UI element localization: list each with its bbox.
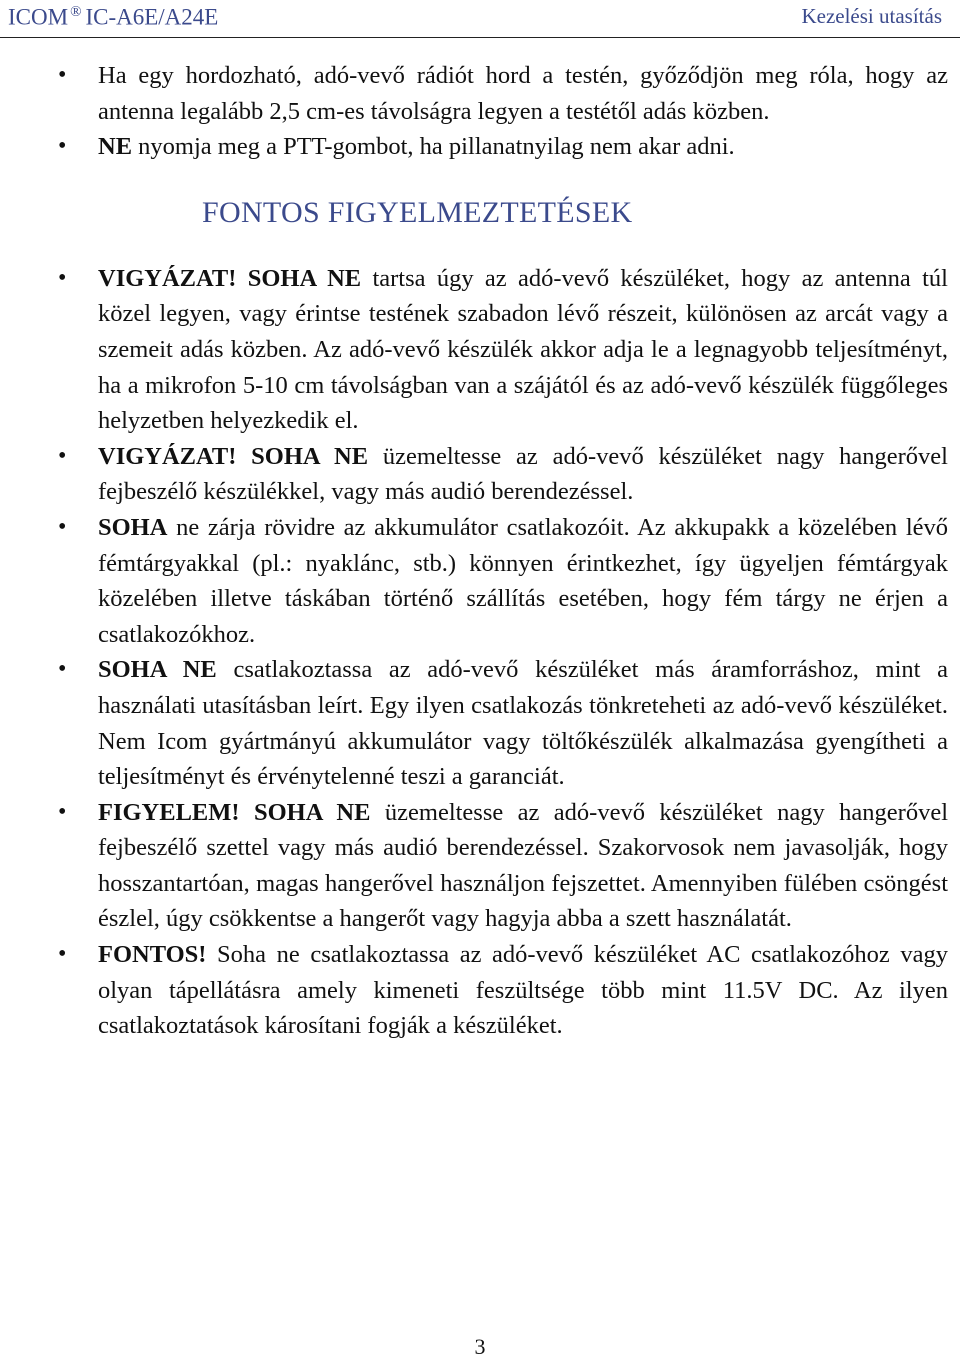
list-item: • VIGYÁZAT! SOHA NE tartsa úgy az adó-vevő készüléket, hogy az antenna túl közel legyen, vagy érintse testének szabadon lévő részeit, különösen az arcát vagy a szemeit adás közben. Az adó-vevő készülék akkor adja le a legnagyobb teljesítményt, ha a mikrofon 5-10 cm távolságban van a szájától és az adó-vevő készülék függőleges helyzetben helyezkedik el. [0,261,960,439]
list-item: • VIGYÁZAT! SOHA NE üzemeltesse az adó-vevő készüléket nagy hangerővel fejbeszélő készülékkel, vagy más audió berendezéssel. [0,439,960,510]
list-item: • SOHA NE csatlakoztassa az adó-vevő készüléket más áramforráshoz, mint a használati utasításban leírt. Egy ilyen csatlakozás tönkreteheti az adó-vevő készüléket. Nem Icom gyártmányú akkumulátor vagy töltőkészülék alkalmazása gyengítheti a teljesítményt és érvénytelenné teszi a garanciát. [0,652,960,794]
page-header [0,0,960,38]
list-item: • SOHA ne zárja rövidre az akkumulátor csatlakozóit. Az akkupakk a közelében lévő fémtárgyakkal (pl.: nyaklánc, stb.) könnyen érintkezhet, így ügyeljen fémtárgyak közelében illetve táskában történő szállítás esetében, hogy fém tárgy ne érjen a csatlakozókhoz. [0,510,960,652]
list-item: • FONTOS! Soha ne csatlakoztassa az adó-vevő készüléket AC csatlakozóhoz vagy olyan tápellátásra amely kimeneti feszültsége több mint 11.5V DC. Az ilyen csatlakoztatások károsítani fogják a készüléket. [0,937,960,1044]
header-model: ICOM ® IC-A6E/A24E [8,4,219,30]
list-item: • Ha egy hordozható, adó-vevő rádiót hord a testén, győződjön meg róla, hogy az antenna legalább 2,5 cm-es távolságra legyen a testétől adás közben. [0,58,960,129]
list-item: • FIGYELEM! SOHA NE üzemeltesse az adó-vevő készüléket nagy hangerővel fejbeszélő szettel vagy más audió berendezéssel. Szakorvosok nem javasolják, hogy hosszantartóan, magas hangerővel használjon fejszettet. Amennyiben fülében csöngést észlel, úgy csökkentse a hangerőt vagy hagyja abba a szett használatát. [0,795,960,937]
warnings-list [0,261,960,1044]
page-number: 3 [474,1334,486,1359]
intro-list [0,58,960,165]
section-heading: FONTOS FIGYELMEZTETÉSEK [202,195,633,229]
list-item: • NE nyomja meg a PTT-gombot, ha pillanatnyilag nem akar adni. [0,129,960,165]
header-doc-title: Kezelési utasítás [801,4,942,28]
page-content [0,58,960,1044]
